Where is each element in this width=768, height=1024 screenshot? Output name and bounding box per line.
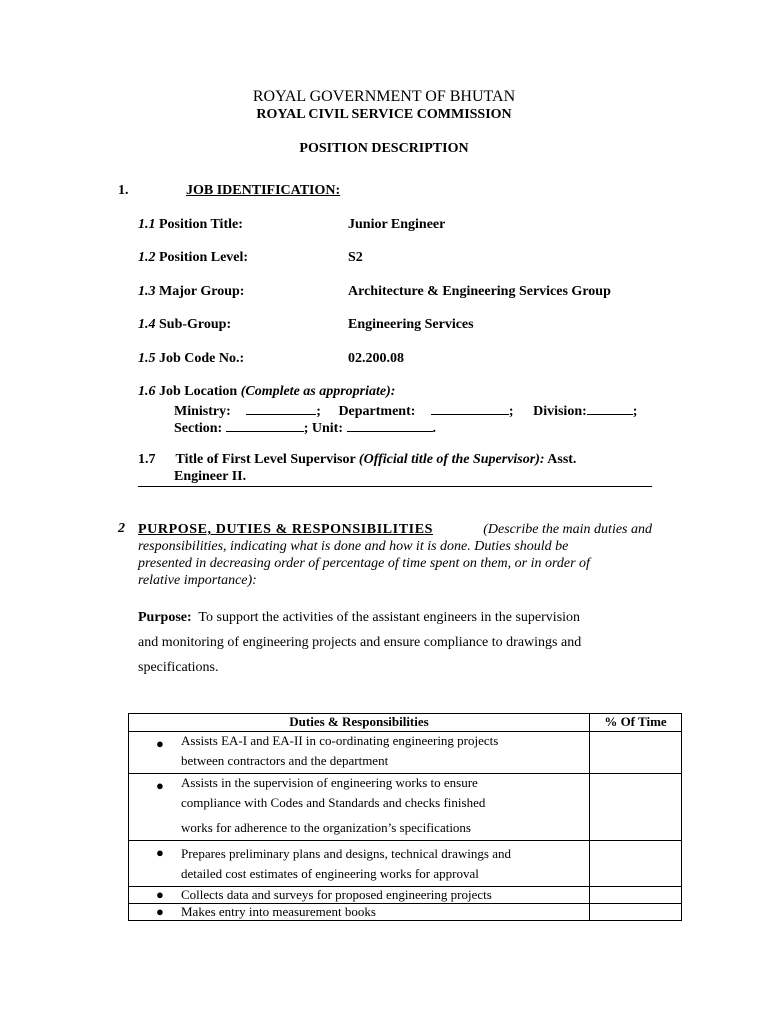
duty-cell: ● Collects data and surveys for proposed engineering projects	[129, 887, 590, 904]
section-blank[interactable]	[226, 419, 304, 432]
department-label: Department:	[338, 404, 416, 419]
section2-note-line4: relative importance):	[138, 573, 257, 588]
section-label: Section:	[174, 421, 223, 436]
duty-cell: ● Makes entry into measurement books	[129, 904, 590, 921]
purpose-line2: and monitoring of engineering projects and ensure compliance to drawings and	[138, 635, 582, 650]
section2-heading	[138, 521, 652, 589]
duty-cell: ● Assists EA-I and EA-II in co-ordinating engineering projects between contractors and the department	[129, 732, 590, 774]
field-job-code-value: 02.200.08	[348, 351, 404, 366]
purpose-label: Purpose:	[138, 610, 192, 625]
time-cell[interactable]	[590, 887, 682, 904]
section1-title: JOB IDENTIFICATION:	[186, 183, 341, 198]
purpose-paragraph	[138, 605, 652, 680]
section1-number: 1.	[118, 183, 129, 198]
table-row	[129, 887, 682, 904]
table-row	[129, 732, 682, 774]
field-supervisor-value: Engineer II.	[174, 469, 247, 484]
commission-title: ROYAL CIVIL SERVICE COMMISSION	[256, 107, 512, 122]
field-position-level-value: S2	[348, 250, 363, 265]
unit-blank[interactable]	[347, 419, 433, 432]
time-header: % Of Time	[590, 714, 682, 732]
section2-title: PURPOSE, DUTIES & RESPONSIBILITIES	[138, 522, 434, 537]
government-title: ROYAL GOVERNMENT OF BHUTAN	[252, 88, 516, 105]
unit-label: Unit:	[311, 421, 344, 436]
duties-table	[128, 713, 682, 921]
section2-note-line1: (Describe the main duties and	[483, 522, 652, 537]
job-location-line1: Ministry: ; Department: ; Division: ;	[174, 404, 638, 419]
field-major-group-value: Architecture & Engineering Services Group	[348, 284, 611, 299]
bullet-icon: ●	[156, 736, 164, 751]
field-sub-group-label: 1.4 Sub-Group:	[138, 317, 232, 332]
bullet-icon: ●	[156, 904, 164, 919]
section2-number: 2	[118, 521, 125, 536]
supervisor-underline	[138, 486, 652, 487]
section2-note-line3: presented in decreasing order of percentage of time spent on them, or in order of	[138, 556, 590, 571]
time-cell[interactable]	[590, 904, 682, 921]
document-title: POSITION DESCRIPTION	[299, 141, 469, 156]
duty-cell: ● Prepares preliminary plans and designs, technical drawings and detailed cost estimates of engineering works for approval	[129, 841, 590, 887]
bullet-icon: ●	[156, 778, 164, 793]
time-cell[interactable]	[590, 774, 682, 841]
table-row	[129, 904, 682, 921]
job-location-line2: Section: ; Unit: .	[174, 421, 437, 436]
department-blank[interactable]	[431, 402, 509, 415]
bullet-icon: ●	[156, 887, 164, 902]
table-header-row	[129, 714, 682, 732]
field-position-level-label: 1.2 Position Level:	[138, 250, 249, 265]
time-cell[interactable]	[590, 841, 682, 887]
division-blank[interactable]	[587, 402, 633, 415]
section2-note-line2: responsibilities, indicating what is done and how it is done. Duties should be	[138, 539, 569, 554]
division-label: Division:	[533, 404, 587, 419]
time-cell[interactable]	[590, 732, 682, 774]
table-row	[129, 841, 682, 887]
table-row	[129, 774, 682, 841]
ministry-label: Ministry:	[174, 404, 231, 419]
field-position-title-label: 1.1 Position Title:	[138, 217, 243, 232]
duties-header: Duties & Responsibilities	[129, 714, 590, 732]
field-sub-group-value: Engineering Services	[348, 317, 474, 332]
duty-cell: ● Assists in the supervision of engineering works to ensure compliance with Codes and Standards and checks finished works for adherence to the organization’s specifications	[129, 774, 590, 841]
bullet-icon: ●	[156, 845, 164, 860]
field-position-title-value: Junior Engineer	[348, 217, 446, 232]
ministry-blank[interactable]	[246, 402, 316, 415]
purpose-line1: To support the activities of the assistant engineers in the supervision	[198, 610, 581, 625]
field-job-code-label: 1.5 Job Code No.:	[138, 351, 245, 366]
field-major-group-label: 1.3 Major Group:	[138, 284, 245, 299]
purpose-line3: specifications.	[138, 660, 219, 675]
field-supervisor-label: 1.7 Title of First Level Supervisor (Official title of the Supervisor): Asst.	[138, 452, 577, 467]
field-job-location-label: 1.6 Job Location (Complete as appropriate):	[138, 384, 396, 399]
